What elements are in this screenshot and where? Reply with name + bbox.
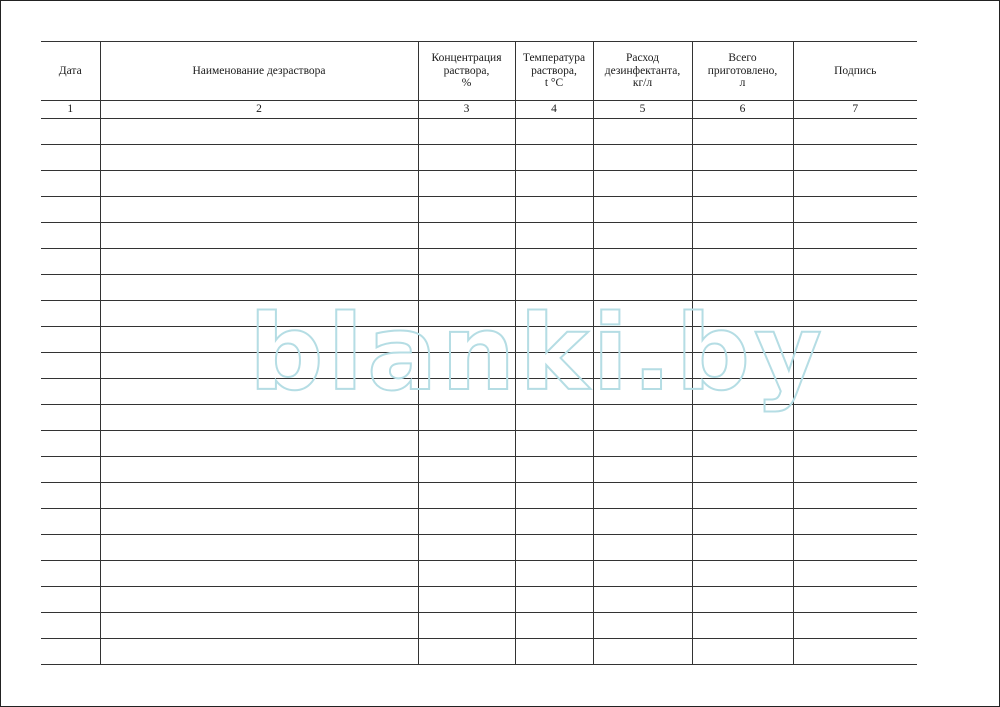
cell-signature[interactable]: [793, 405, 917, 431]
header-signature: Подпись: [793, 42, 917, 101]
cell-solution-name[interactable]: [100, 145, 418, 171]
cell-total-prepared[interactable]: [692, 223, 793, 249]
cell-concentration[interactable]: [418, 249, 515, 275]
cell-date[interactable]: [41, 613, 100, 639]
header-temperature: Температура раствора, t °С: [515, 42, 593, 101]
cell-temperature[interactable]: [515, 353, 593, 379]
cell-signature[interactable]: [793, 171, 917, 197]
cell-total-prepared[interactable]: [692, 431, 793, 457]
table-row: [41, 457, 917, 483]
cell-signature[interactable]: [793, 587, 917, 613]
cell-date[interactable]: [41, 353, 100, 379]
cell-consumption[interactable]: [593, 379, 692, 405]
column-number: 1: [41, 101, 100, 119]
cell-total-prepared[interactable]: [692, 197, 793, 223]
cell-signature[interactable]: [793, 561, 917, 587]
cell-total-prepared[interactable]: [692, 613, 793, 639]
cell-total-prepared[interactable]: [692, 561, 793, 587]
cell-temperature[interactable]: [515, 301, 593, 327]
cell-date[interactable]: [41, 171, 100, 197]
cell-consumption[interactable]: [593, 535, 692, 561]
header-consumption: Расход дезинфектанта, кг/л: [593, 42, 692, 101]
cell-total-prepared[interactable]: [692, 405, 793, 431]
cell-concentration[interactable]: [418, 327, 515, 353]
cell-temperature[interactable]: [515, 613, 593, 639]
cell-signature[interactable]: [793, 275, 917, 301]
cell-signature[interactable]: [793, 145, 917, 171]
cell-total-prepared[interactable]: [692, 171, 793, 197]
cell-signature[interactable]: [793, 223, 917, 249]
cell-consumption[interactable]: [593, 119, 692, 145]
cell-date[interactable]: [41, 249, 100, 275]
column-number: 5: [593, 101, 692, 119]
cell-temperature[interactable]: [515, 587, 593, 613]
header-date: Дата: [41, 42, 100, 101]
cell-signature[interactable]: [793, 119, 917, 145]
cell-total-prepared[interactable]: [692, 379, 793, 405]
table-row: [41, 561, 917, 587]
cell-temperature[interactable]: [515, 327, 593, 353]
cell-signature[interactable]: [793, 483, 917, 509]
cell-total-prepared[interactable]: [692, 301, 793, 327]
header-total-prepared: Всего приготовлено, л: [692, 42, 793, 101]
cell-signature[interactable]: [793, 457, 917, 483]
cell-concentration[interactable]: [418, 509, 515, 535]
cell-temperature[interactable]: [515, 561, 593, 587]
cell-solution-name[interactable]: [100, 457, 418, 483]
cell-concentration[interactable]: [418, 223, 515, 249]
cell-signature[interactable]: [793, 535, 917, 561]
header-solution-name: Наименование дезраствора: [100, 42, 418, 101]
cell-total-prepared[interactable]: [692, 457, 793, 483]
cell-date[interactable]: [41, 223, 100, 249]
cell-solution-name[interactable]: [100, 561, 418, 587]
cell-signature[interactable]: [793, 509, 917, 535]
header-concentration: Концентрация раствора, %: [418, 42, 515, 101]
cell-date[interactable]: [41, 587, 100, 613]
cell-solution-name[interactable]: [100, 483, 418, 509]
cell-date[interactable]: [41, 275, 100, 301]
cell-temperature[interactable]: [515, 275, 593, 301]
cell-temperature[interactable]: [515, 509, 593, 535]
table-row: [41, 535, 917, 561]
cell-solution-name[interactable]: [100, 535, 418, 561]
cell-temperature[interactable]: [515, 249, 593, 275]
cell-total-prepared[interactable]: [692, 119, 793, 145]
cell-total-prepared[interactable]: [692, 275, 793, 301]
cell-date[interactable]: [41, 509, 100, 535]
cell-solution-name[interactable]: [100, 353, 418, 379]
cell-date[interactable]: [41, 119, 100, 145]
cell-concentration[interactable]: [418, 561, 515, 587]
cell-temperature[interactable]: [515, 431, 593, 457]
table-row: [41, 171, 917, 197]
cell-date[interactable]: [41, 197, 100, 223]
cell-consumption[interactable]: [593, 353, 692, 379]
cell-consumption[interactable]: [593, 249, 692, 275]
table-row: [41, 613, 917, 639]
table-row: [41, 145, 917, 171]
cell-date[interactable]: [41, 457, 100, 483]
cell-temperature[interactable]: [515, 639, 593, 665]
cell-concentration[interactable]: [418, 301, 515, 327]
cell-solution-name[interactable]: [100, 327, 418, 353]
cell-solution-name[interactable]: [100, 587, 418, 613]
cell-date[interactable]: [41, 535, 100, 561]
cell-solution-name[interactable]: [100, 639, 418, 665]
cell-date[interactable]: [41, 145, 100, 171]
cell-solution-name[interactable]: [100, 431, 418, 457]
cell-total-prepared[interactable]: [692, 483, 793, 509]
cell-concentration[interactable]: [418, 145, 515, 171]
cell-total-prepared[interactable]: [692, 249, 793, 275]
cell-solution-name[interactable]: [100, 509, 418, 535]
cell-temperature[interactable]: [515, 457, 593, 483]
cell-signature[interactable]: [793, 639, 917, 665]
cell-temperature[interactable]: [515, 171, 593, 197]
cell-signature[interactable]: [793, 327, 917, 353]
cell-solution-name[interactable]: [100, 405, 418, 431]
cell-temperature[interactable]: [515, 119, 593, 145]
table-row: [41, 327, 917, 353]
column-number-row: [41, 101, 917, 119]
cell-consumption[interactable]: [593, 197, 692, 223]
column-number: 4: [515, 101, 593, 119]
cell-concentration[interactable]: [418, 353, 515, 379]
cell-date[interactable]: [41, 483, 100, 509]
cell-date[interactable]: [41, 561, 100, 587]
cell-concentration[interactable]: [418, 613, 515, 639]
table-row: [41, 197, 917, 223]
header-row: [41, 42, 917, 101]
cell-date[interactable]: [41, 405, 100, 431]
cell-solution-name[interactable]: [100, 119, 418, 145]
table-row: [41, 249, 917, 275]
watermark-text: blanki.by: [249, 292, 826, 414]
cell-temperature[interactable]: [515, 197, 593, 223]
table-row: [41, 431, 917, 457]
cell-concentration[interactable]: [418, 587, 515, 613]
table-row: [41, 405, 917, 431]
cell-solution-name[interactable]: [100, 379, 418, 405]
column-number: 3: [418, 101, 515, 119]
cell-concentration[interactable]: [418, 275, 515, 301]
cell-temperature[interactable]: [515, 379, 593, 405]
cell-solution-name[interactable]: [100, 301, 418, 327]
cell-concentration[interactable]: [418, 639, 515, 665]
cell-signature[interactable]: [793, 249, 917, 275]
cell-concentration[interactable]: [418, 405, 515, 431]
cell-total-prepared[interactable]: [692, 535, 793, 561]
cell-signature[interactable]: [793, 431, 917, 457]
cell-total-prepared[interactable]: [692, 145, 793, 171]
cell-consumption[interactable]: [593, 301, 692, 327]
cell-temperature[interactable]: [515, 483, 593, 509]
cell-total-prepared[interactable]: [692, 327, 793, 353]
cell-total-prepared[interactable]: [692, 639, 793, 665]
cell-consumption[interactable]: [593, 327, 692, 353]
cell-consumption[interactable]: [593, 171, 692, 197]
cell-consumption[interactable]: [593, 613, 692, 639]
cell-solution-name[interactable]: [100, 613, 418, 639]
cell-temperature[interactable]: [515, 145, 593, 171]
cell-consumption[interactable]: [593, 145, 692, 171]
table-row: [41, 509, 917, 535]
cell-concentration[interactable]: [418, 171, 515, 197]
cell-solution-name[interactable]: [100, 249, 418, 275]
cell-consumption[interactable]: [593, 457, 692, 483]
cell-signature[interactable]: [793, 353, 917, 379]
cell-date[interactable]: [41, 639, 100, 665]
cell-consumption[interactable]: [593, 275, 692, 301]
cell-temperature[interactable]: [515, 535, 593, 561]
cell-consumption[interactable]: [593, 483, 692, 509]
table-row: [41, 301, 917, 327]
cell-concentration[interactable]: [418, 483, 515, 509]
column-number: 6: [692, 101, 793, 119]
cell-date[interactable]: [41, 327, 100, 353]
cell-temperature[interactable]: [515, 223, 593, 249]
column-number: 7: [793, 101, 917, 119]
cell-concentration[interactable]: [418, 431, 515, 457]
cell-concentration[interactable]: [418, 379, 515, 405]
cell-date[interactable]: [41, 379, 100, 405]
cell-solution-name[interactable]: [100, 197, 418, 223]
cell-temperature[interactable]: [515, 405, 593, 431]
table-row: [41, 483, 917, 509]
cell-signature[interactable]: [793, 613, 917, 639]
cell-total-prepared[interactable]: [692, 353, 793, 379]
cell-consumption[interactable]: [593, 509, 692, 535]
disinfectant-log-table: [41, 41, 917, 665]
cell-consumption[interactable]: [593, 431, 692, 457]
cell-solution-name[interactable]: [100, 275, 418, 301]
column-number: 2: [100, 101, 418, 119]
table-row: [41, 379, 917, 405]
table-row: [41, 275, 917, 301]
cell-solution-name[interactable]: [100, 223, 418, 249]
cell-concentration[interactable]: [418, 197, 515, 223]
cell-consumption[interactable]: [593, 223, 692, 249]
table-row: [41, 587, 917, 613]
cell-solution-name[interactable]: [100, 171, 418, 197]
cell-concentration[interactable]: [418, 535, 515, 561]
table-row: [41, 119, 917, 145]
cell-consumption[interactable]: [593, 639, 692, 665]
cell-concentration[interactable]: [418, 119, 515, 145]
cell-concentration[interactable]: [418, 457, 515, 483]
table-row: [41, 353, 917, 379]
cell-consumption[interactable]: [593, 587, 692, 613]
cell-date[interactable]: [41, 301, 100, 327]
cell-signature[interactable]: [793, 379, 917, 405]
table-row: [41, 223, 917, 249]
cell-total-prepared[interactable]: [692, 509, 793, 535]
table-row: [41, 639, 917, 665]
cell-signature[interactable]: [793, 197, 917, 223]
cell-date[interactable]: [41, 431, 100, 457]
cell-consumption[interactable]: [593, 405, 692, 431]
cell-consumption[interactable]: [593, 561, 692, 587]
cell-signature[interactable]: [793, 301, 917, 327]
table-body: [41, 119, 917, 665]
cell-total-prepared[interactable]: [692, 587, 793, 613]
